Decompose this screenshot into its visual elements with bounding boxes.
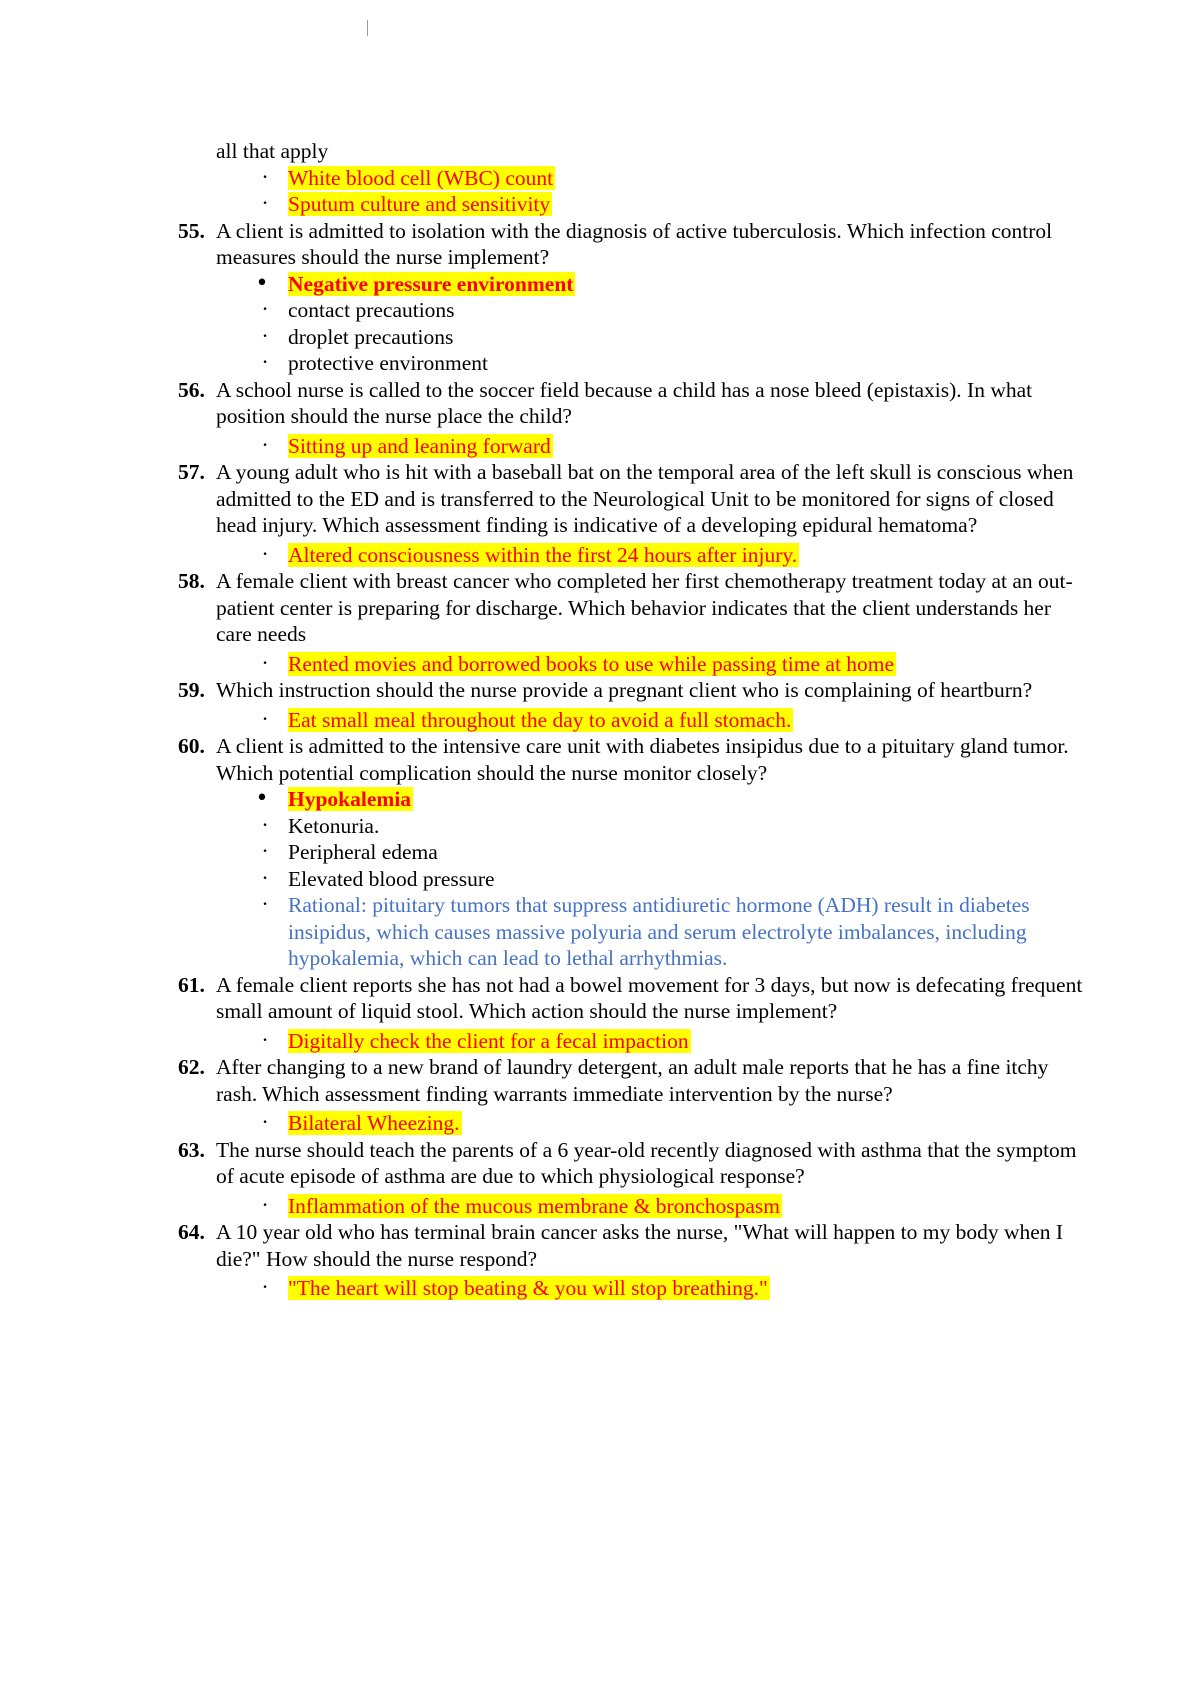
text-cursor-mark bbox=[367, 20, 368, 36]
question-text: A young adult who is hit with a baseball bat on the temporal area of the left skull is conscious when admitted to the ED and is transferred to the Neurological Unit to be monitored for signs of closed head injury. Which assessment finding is indicative of a developing epidural hematoma? bbox=[216, 460, 1074, 537]
bullet-icon: • bbox=[262, 305, 268, 315]
question-text: A female client reports she has not had a bowel movement for 3 days, but now is defecating frequent small amount of liquid stool. Which action should the nurse implement? bbox=[216, 972, 1083, 1023]
bullet-icon: • bbox=[262, 358, 268, 368]
bullet-icon: • bbox=[262, 658, 268, 669]
list-item bbox=[178, 433, 1088, 460]
rationale-text: Rational: pituitary tumors that suppress antidiuretic hormone (ADH) result in diabetes insipidus, which causes massive polyuria and serum electrolyte imbalances, including hypokalemia, which can lead to lethal arrhythmias. bbox=[288, 893, 1030, 970]
option-text: Peripheral edema bbox=[288, 840, 438, 864]
question-number: 64. bbox=[178, 1220, 205, 1244]
question-55-options bbox=[178, 271, 1088, 377]
question-text: A 10 year old who has terminal brain cancer asks the nurse, "What will happen to my body when I die?" How should the nurse respond? bbox=[216, 1220, 1064, 1271]
highlighted-answer: Inflammation of the mucous membrane & bronchospasm bbox=[288, 1193, 780, 1218]
question-61-options bbox=[178, 1028, 1088, 1055]
highlighted-answer: White blood cell (WBC) count bbox=[288, 165, 554, 190]
list-item bbox=[178, 324, 1088, 351]
highlighted-answer: Digitally check the client for a fecal impaction bbox=[288, 1028, 689, 1053]
question-60-options bbox=[178, 786, 1088, 972]
highlighted-answer: Hypokalemia bbox=[288, 787, 412, 811]
list-item bbox=[178, 1028, 1088, 1055]
bullet-icon: • bbox=[262, 820, 268, 831]
lead-options bbox=[178, 165, 1088, 218]
question-58 bbox=[178, 568, 1088, 648]
question-57 bbox=[178, 459, 1088, 539]
list-item bbox=[178, 191, 1088, 218]
list-item bbox=[178, 707, 1088, 734]
list-item bbox=[178, 297, 1088, 324]
option-text: Ketonuria. bbox=[288, 813, 380, 838]
list-item bbox=[178, 1275, 1088, 1302]
question-text: After changing to a new brand of laundry detergent, an adult male reports that he has a fine itchy rash. Which assessment finding warrants immediate intervention by the nurse? bbox=[216, 1055, 1049, 1106]
question-60 bbox=[178, 733, 1088, 786]
bullet-icon: • bbox=[262, 1283, 268, 1293]
bullet-icon: • bbox=[262, 873, 268, 884]
bullet-icon: • bbox=[262, 331, 268, 342]
list-item bbox=[178, 542, 1088, 569]
option-text: protective environment bbox=[288, 351, 488, 375]
option-text: contact precautions bbox=[288, 298, 455, 322]
question-55 bbox=[178, 218, 1088, 271]
list-item bbox=[178, 892, 1088, 972]
bullet-icon: • bbox=[262, 1118, 268, 1128]
question-text: Which instruction should the nurse provide a pregnant client who is complaining of heartburn? bbox=[216, 678, 1033, 702]
question-number: 60. bbox=[178, 734, 205, 758]
question-61 bbox=[178, 972, 1088, 1025]
question-59-options bbox=[178, 707, 1088, 734]
highlighted-answer: Altered consciousness within the first 24 hours after injury. bbox=[288, 542, 798, 567]
list-item bbox=[178, 651, 1088, 678]
question-number: 59. bbox=[178, 678, 205, 702]
question-57-options bbox=[178, 542, 1088, 569]
bullet-icon: • bbox=[262, 847, 268, 857]
question-59 bbox=[178, 677, 1088, 704]
question-text: The nurse should teach the parents of a 6 year-old recently diagnosed with asthma that the symptom of acute episode of asthma are due to which physiological response? bbox=[216, 1137, 1077, 1188]
list-item bbox=[178, 350, 1088, 377]
question-62-options bbox=[178, 1110, 1088, 1137]
question-number: 63. bbox=[178, 1137, 205, 1162]
list-item bbox=[178, 165, 1088, 192]
highlighted-answer: Eat small meal throughout the day to avoid a full stomach. bbox=[288, 707, 792, 732]
question-number: 55. bbox=[178, 218, 205, 243]
bullet-icon: • bbox=[262, 1035, 268, 1046]
question-number: 62. bbox=[178, 1055, 205, 1079]
question-number: 61. bbox=[178, 972, 205, 997]
list-item bbox=[178, 839, 1088, 866]
lead-text: all that apply bbox=[216, 139, 329, 163]
highlighted-answer: Sputum culture and sensitivity bbox=[288, 192, 551, 216]
question-64-options bbox=[178, 1275, 1088, 1302]
bullet-icon: • bbox=[262, 714, 268, 725]
highlighted-answer: Sitting up and leaning forward bbox=[288, 433, 551, 458]
highlighted-answer: Rented movies and borrowed books to use while passing time at home bbox=[288, 651, 895, 676]
list-item bbox=[178, 866, 1088, 893]
question-text: A client is admitted to isolation with the diagnosis of active tuberculosis. Which infection control measures should the nurse implement? bbox=[216, 218, 1053, 269]
bullet-icon: • bbox=[262, 172, 268, 183]
bullet-icon: • bbox=[262, 440, 268, 451]
question-58-options bbox=[178, 651, 1088, 678]
question-63 bbox=[178, 1137, 1088, 1190]
highlighted-answer: Negative pressure environment bbox=[288, 271, 574, 296]
bullet-icon: • bbox=[255, 786, 269, 811]
bullet-icon: • bbox=[262, 549, 268, 560]
option-text: droplet precautions bbox=[288, 324, 454, 349]
list-item bbox=[178, 1193, 1088, 1220]
question-number: 56. bbox=[178, 377, 205, 402]
option-text: Elevated blood pressure bbox=[288, 866, 495, 891]
highlighted-answer: Bilateral Wheezing. bbox=[288, 1111, 460, 1135]
document-content bbox=[178, 138, 1088, 1302]
list-item bbox=[178, 271, 1088, 298]
list-item bbox=[178, 1110, 1088, 1137]
bullet-icon: • bbox=[262, 1200, 268, 1211]
question-text: A female client with breast cancer who completed her first chemotherapy treatment today at an out-patient center is preparing for discharge. Which behavior indicates that the client understands her care needs bbox=[216, 569, 1073, 646]
bullet-icon: • bbox=[262, 900, 268, 910]
question-62 bbox=[178, 1054, 1088, 1107]
question-number: 57. bbox=[178, 460, 205, 484]
question-64 bbox=[178, 1219, 1088, 1272]
highlighted-answer: "The heart will stop beating & you will stop breathing." bbox=[288, 1276, 768, 1300]
bullet-icon: • bbox=[262, 199, 268, 209]
question-56-options bbox=[178, 433, 1088, 460]
question-63-options bbox=[178, 1193, 1088, 1220]
question-text: A school nurse is called to the soccer field because a child has a nose bleed (epistaxis). In what position should the nurse place the child? bbox=[216, 377, 1033, 428]
question-56 bbox=[178, 377, 1088, 430]
list-item bbox=[178, 786, 1088, 813]
question-text: A client is admitted to the intensive care unit with diabetes insipidus due to a pituitary gland tumor. Which potential complication should the nurse monitor closely? bbox=[216, 734, 1069, 785]
question-number: 58. bbox=[178, 569, 205, 593]
list-item bbox=[178, 813, 1088, 840]
bullet-icon: • bbox=[255, 270, 269, 296]
